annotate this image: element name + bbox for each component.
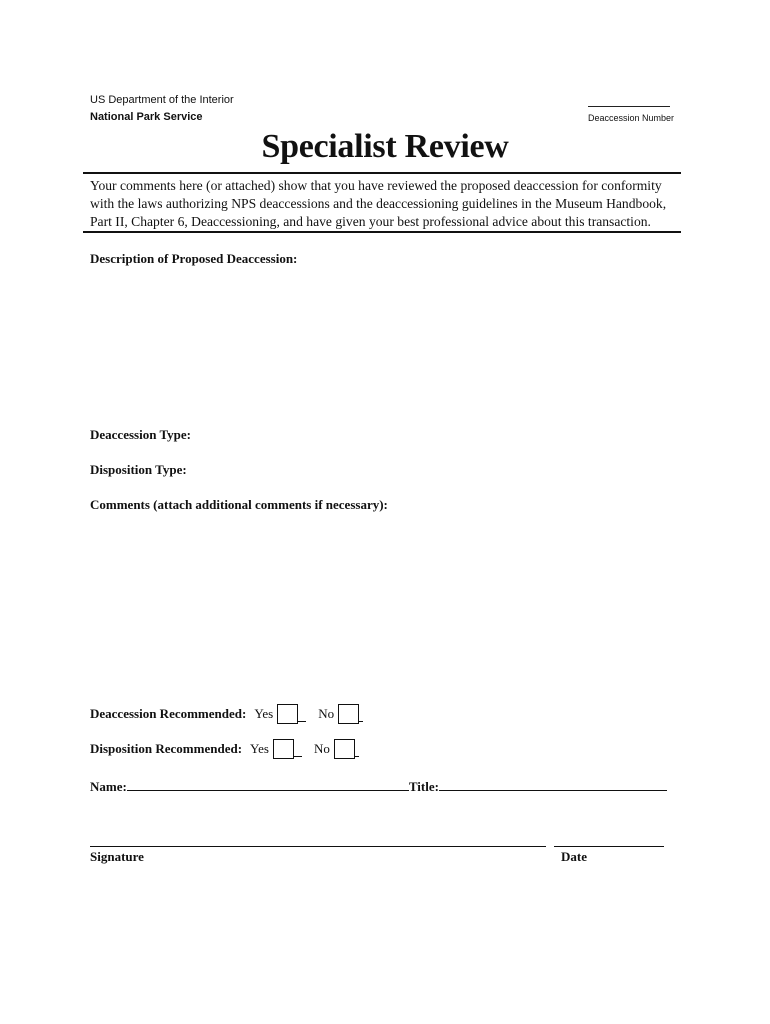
deaccession-number-label: Deaccession Number xyxy=(588,113,675,123)
yes-label: Yes xyxy=(250,741,269,756)
yes-label: Yes xyxy=(254,706,274,721)
deaccession-recommended-row xyxy=(90,702,371,722)
title-field[interactable] xyxy=(439,789,667,791)
no-label: No xyxy=(313,741,330,756)
disposition-yes-checkbox[interactable] xyxy=(273,739,294,759)
deaccession-yes-option xyxy=(254,702,306,722)
deaccession-recommended-label: Deaccession Recommended: xyxy=(90,706,247,721)
deaccession-no-checkbox[interactable] xyxy=(338,704,359,724)
name-label: Name: xyxy=(90,779,127,794)
intro-line: Part II, Chapter 6, Deaccessioning, and have given your best professional advice about this transaction. xyxy=(90,214,651,229)
department-name: US Department of the Interior xyxy=(90,94,234,106)
deaccession-yes-checkbox[interactable] xyxy=(277,704,298,724)
disposition-no-checkbox[interactable] xyxy=(334,739,355,759)
deaccession-number-field[interactable] xyxy=(588,96,670,107)
intro-rule-bottom xyxy=(83,231,681,233)
title-rule-top xyxy=(83,172,681,174)
signature-field[interactable] xyxy=(90,846,546,847)
name-field[interactable] xyxy=(127,789,409,791)
signature-label: Signature xyxy=(90,849,144,864)
description-label: Description of Proposed Deaccession: xyxy=(90,251,298,266)
disposition-yes-option xyxy=(250,737,302,757)
deaccession-no-option xyxy=(318,702,363,722)
disposition-recommended-label: Disposition Recommended: xyxy=(90,741,243,756)
disposition-no-option xyxy=(314,737,359,757)
no-label: No xyxy=(318,706,335,721)
comments-label: Comments (attach additional comments if necessary): xyxy=(90,497,388,512)
date-field[interactable] xyxy=(554,846,664,847)
disposition-type-label: Disposition Type: xyxy=(90,462,187,477)
date-label: Date xyxy=(561,849,587,864)
intro-text xyxy=(90,177,680,231)
name-title-row xyxy=(90,779,667,795)
intro-line: with the laws authorizing NPS deaccessions and the deaccessioning guidelines in the Museum Handbook, xyxy=(90,196,667,211)
service-name: National Park Service xyxy=(90,111,203,123)
deaccession-type-label: Deaccession Type: xyxy=(90,427,191,442)
page-title: Specialist Review xyxy=(261,128,509,165)
intro-line: Your comments here (or attached) show that you have reviewed the proposed deaccession for conformity xyxy=(90,178,662,193)
disposition-recommended-row xyxy=(90,737,367,757)
title-label: Title: xyxy=(408,779,439,794)
